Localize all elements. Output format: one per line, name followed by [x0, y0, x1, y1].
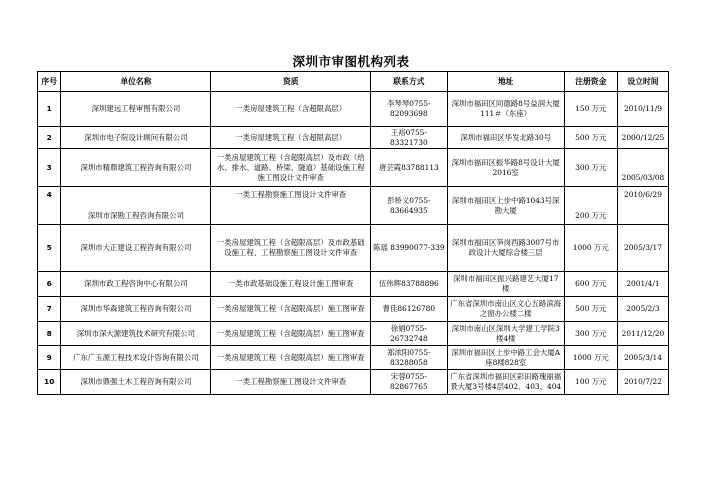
cell-no: 6	[38, 272, 61, 297]
page-title: 深圳市审图机构列表	[292, 54, 410, 69]
cell-address: 深圳市福田区上步中路工会大厦A座8楼828室	[447, 346, 564, 370]
cell-date: 2005/3/17	[617, 225, 668, 272]
cell-no: 10	[38, 370, 61, 395]
cell-contact: 曹佳86126780	[371, 297, 448, 322]
cell-qualification: 一类房屋建筑工程（含超限高层）	[211, 92, 371, 127]
cell-contact: 宋蓉0755-82867765	[371, 370, 448, 395]
cell-no: 2	[38, 127, 61, 149]
cell-qualification: 一类工程勘察施工图设计文件审查	[211, 370, 371, 395]
cell-date: 2010/6/29	[617, 187, 668, 225]
col-header-capital: 注册资金	[564, 72, 617, 92]
cell-address: 深圳市福田区笋岗西路3007号市政设计大厦综合楼三层	[447, 225, 564, 272]
cell-date: 2005/2/3	[617, 297, 668, 322]
cell-no: 9	[38, 346, 61, 370]
cell-qualification: 一类房屋建筑工程（含超限高层）及市政（给水、排水、道路、桥梁、隧道）基础设施工程施工图设计文件审查	[211, 149, 371, 187]
table-row	[38, 149, 669, 187]
cell-name: 广东广玉源工程技术设计咨询有限公司	[61, 346, 211, 370]
cell-date: 2010/7/22	[617, 370, 668, 395]
cell-qualification: 一类房屋建筑工程（含超限高层）	[211, 127, 371, 149]
cell-no: 5	[38, 225, 61, 272]
table-row	[38, 322, 669, 346]
cell-date: 2011/12/20	[617, 322, 668, 346]
cell-address: 深圳市南山区深圳大学建工学院3楼4楼	[447, 322, 564, 346]
col-header-date: 设立时间	[617, 72, 668, 92]
cell-qualification: 一类工程勘察施工图设计文件审查	[211, 187, 371, 225]
cell-name: 深圳市电子院设计顾问有限公司	[61, 127, 211, 149]
cell-contact: 李琴琴0755-82093698	[371, 92, 448, 127]
cell-capital: 500 万元	[564, 127, 617, 149]
cell-address: 广东省深圳市南山区文心五路滨海之窗办公楼二楼	[447, 297, 564, 322]
cell-address: 深圳市福田区振兴路建艺大厦17楼	[447, 272, 564, 297]
col-header-contact: 联系方式	[371, 72, 448, 92]
col-header-address: 地址	[447, 72, 564, 92]
cell-contact: 郑浓阳0755-83288058	[371, 346, 448, 370]
cell-qualification: 一类房屋建筑工程（含超限高层）施工图审查	[211, 322, 371, 346]
agency-table	[37, 71, 669, 395]
table-row	[38, 346, 669, 370]
table-row	[38, 92, 669, 127]
cell-address: 深圳市福田区华发北路30号	[447, 127, 564, 149]
cell-date: 2001/4/1	[617, 272, 668, 297]
cell-address: 深圳市福田区同德路8号益润大厦111＃（东座）	[447, 92, 564, 127]
col-header-no: 序号	[38, 72, 61, 92]
cell-name: 深圳市深勘工程咨询有限公司	[61, 187, 211, 225]
cell-capital: 600 万元	[564, 272, 617, 297]
cell-date: 2005/3/14	[617, 346, 668, 370]
cell-address: 广东省深圳市福田区彩田路瑰丽福景大厦3号楼4层402、403、404	[447, 370, 564, 395]
cell-no: 4	[38, 187, 61, 225]
cell-contact: 王裕0755-83321730	[371, 127, 448, 149]
cell-name: 深圳市鼎强土木工程咨询有限公司	[61, 370, 211, 395]
cell-no: 7	[38, 297, 61, 322]
cell-date: 2005/03/08	[617, 149, 668, 187]
cell-name: 深圳市华森建筑工程咨询有限公司	[61, 297, 211, 322]
cell-no: 3	[38, 149, 61, 187]
cell-capital: 100 万元	[564, 370, 617, 395]
cell-capital: 300 万元	[564, 149, 617, 187]
header-row	[38, 72, 669, 92]
cell-date: 2010/11/9	[617, 92, 668, 127]
cell-address: 深圳市福田区振华路8号设计大厦2016室	[447, 149, 564, 187]
table-row	[38, 187, 669, 225]
cell-no: 8	[38, 322, 61, 346]
cell-capital: 300 万元	[564, 322, 617, 346]
cell-capital: 1000 万元	[564, 225, 617, 272]
cell-contact: 伍伟辉83788896	[371, 272, 448, 297]
cell-capital: 500 万元	[564, 297, 617, 322]
cell-qualification: 一类房屋建筑工程（含超限高层）施工图审查	[211, 297, 371, 322]
cell-qualification: 一类房屋建筑工程（含超限高层）施工图审查	[211, 346, 371, 370]
table-row	[38, 272, 669, 297]
cell-name: 深圳建远工程审图有限公司	[61, 92, 211, 127]
col-header-qualification: 资质	[211, 72, 371, 92]
col-header-name: 单位名称	[61, 72, 211, 92]
cell-capital: 1000 万元	[564, 346, 617, 370]
table-row	[38, 297, 669, 322]
table-row	[38, 127, 669, 149]
cell-address: 深圳市福田区上步中路1043号深勘大厦	[447, 187, 564, 225]
cell-name: 深圳市深大源建筑技术研究有限公司	[61, 322, 211, 346]
cell-capital: 200 万元	[564, 187, 617, 225]
cell-contact: 唐芸霞83788113	[371, 149, 448, 187]
cell-name: 深圳市大正建设工程咨询有限公司	[61, 225, 211, 272]
cell-no: 1	[38, 92, 61, 127]
cell-contact: 徐娟0755-26732748	[371, 322, 448, 346]
cell-contact: 彭桥义0755-83664935	[371, 187, 448, 225]
cell-contact: 陈瑶 83990077-339	[371, 225, 448, 272]
cell-name: 深圳市政工程咨询中心有限公司	[61, 272, 211, 297]
cell-capital: 150 万元	[564, 92, 617, 127]
cell-qualification: 一类房屋建筑工程（含超限高层）及市政基础设施工程、工程勘察施工图设计文件审查	[211, 225, 371, 272]
table-row	[38, 225, 669, 272]
cell-qualification: 一类市政基础设施工程设计施工图审查	[211, 272, 371, 297]
cell-date: 2000/12/25	[617, 127, 668, 149]
cell-name: 深圳市精鼎建筑工程咨询有限公司	[61, 149, 211, 187]
table-row	[38, 370, 669, 395]
